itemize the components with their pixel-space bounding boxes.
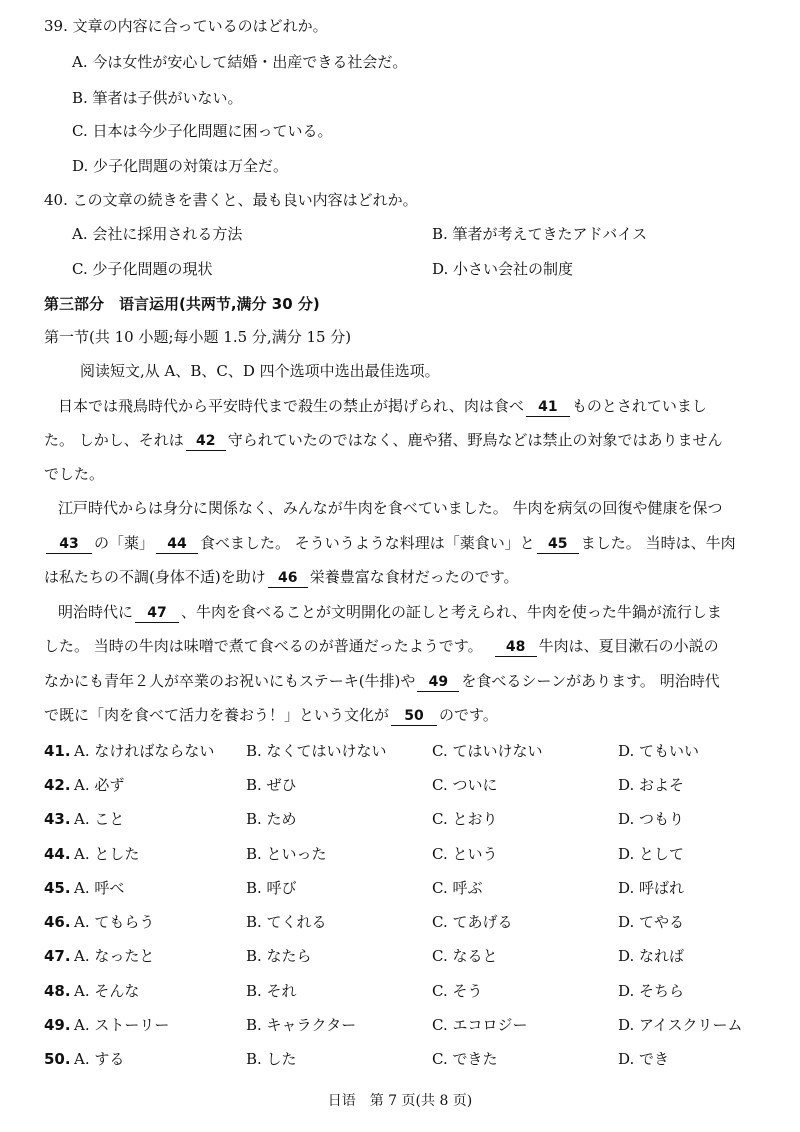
choice-b: B. キャラクター bbox=[246, 1016, 357, 1034]
passage-text: 栄養豊富な食材だったのです。 bbox=[309, 568, 519, 586]
blank-41: 41 bbox=[526, 399, 570, 417]
question-number: 41. bbox=[44, 742, 71, 760]
question-number: 49. bbox=[44, 1016, 71, 1034]
page-footer: 日语 第 7 页(共 8 页) bbox=[327, 1093, 473, 1109]
passage-line bbox=[58, 602, 722, 623]
passage-text: のです。 bbox=[439, 706, 498, 724]
q40-stem: 40. この文章の続きを書くと、最も良い内容はどれか。 bbox=[44, 191, 418, 209]
question-number: 47. bbox=[44, 947, 71, 965]
choice-a: A. てもらう bbox=[74, 913, 155, 931]
passage-text: を食べるシーンがあります。 明治時代 bbox=[461, 672, 720, 690]
choice-b: B. てくれる bbox=[246, 913, 327, 931]
q40-option-d: D. 小さい会社の制度 bbox=[432, 260, 574, 278]
choice-d: D. てやる bbox=[618, 913, 685, 931]
choice-c: C. ついに bbox=[432, 776, 498, 794]
choice-c: C. てはいけない bbox=[432, 742, 543, 760]
choice-a: A. 呼べ bbox=[74, 879, 125, 897]
passage-line: 江戸時代からは身分に関係なく、みんなが牛肉を食べていました。 牛肉を病気の回復や健康を保つ bbox=[58, 499, 723, 517]
sub-title: 第一节(共 10 小题;每小题 1.5 分,满分 15 分) bbox=[44, 328, 352, 346]
choice-d: D. つもり bbox=[618, 810, 685, 828]
choice-a: A. なければならない bbox=[74, 742, 215, 760]
choice-c: C. エコロジー bbox=[432, 1016, 528, 1034]
passage-text: た。 しかし、それは bbox=[44, 431, 184, 449]
choice-c: C. 呼ぶ bbox=[432, 879, 483, 897]
q39-stem: 39. 文章の内容に合っているのはどれか。 bbox=[44, 17, 328, 35]
choice-c: C. とおり bbox=[432, 810, 498, 828]
passage-line bbox=[44, 533, 736, 554]
passage-text: 食べました。 そういうような料理は「薬食い」と bbox=[200, 534, 535, 552]
q39-option-c: C. 日本は今少子化問題に困っている。 bbox=[72, 122, 333, 140]
passage-text: 守られていたのではなく、鹿や猪、野鳥などは禁止の対象ではありません bbox=[227, 431, 723, 449]
choice-a: A. する bbox=[74, 1050, 125, 1068]
question-number: 48. bbox=[44, 982, 71, 1000]
choice-a: A. こと bbox=[74, 810, 125, 828]
blank-50: 50 bbox=[391, 708, 437, 726]
passage-line bbox=[58, 396, 707, 417]
choice-a: A. なったと bbox=[74, 947, 155, 965]
choice-c: C. できた bbox=[432, 1050, 498, 1068]
choice-b: B. 呼び bbox=[246, 879, 297, 897]
passage-text: 明治時代に bbox=[58, 603, 134, 621]
passage-line bbox=[44, 567, 519, 588]
passage-line bbox=[44, 636, 719, 657]
passage-text: ものとされていまし bbox=[571, 397, 707, 415]
choice-d: D. てもいい bbox=[618, 742, 700, 760]
passage-text: した。 当時の牛肉は味噌で煮て食べるのが普通だったようです。 bbox=[44, 637, 483, 655]
passage-line bbox=[44, 705, 498, 726]
part-title: 第三部分 语言运用(共两节,满分 30 分) bbox=[44, 295, 320, 313]
blank-43: 43 bbox=[46, 536, 92, 554]
blank-46: 46 bbox=[268, 570, 308, 588]
q40-option-a: A. 会社に採用される方法 bbox=[72, 225, 243, 243]
choice-a: A. とした bbox=[74, 845, 140, 863]
blank-44: 44 bbox=[156, 536, 198, 554]
passage-text: なかにも青年２人が卒業のお祝いにもステーキ(牛排)や bbox=[44, 672, 416, 690]
passage-text: の「薬」 bbox=[94, 534, 155, 552]
question-number: 44. bbox=[44, 845, 71, 863]
q39-option-d: D. 少子化問題の対策は万全だ。 bbox=[72, 157, 289, 175]
blank-42: 42 bbox=[186, 433, 226, 451]
choice-b: B. それ bbox=[246, 982, 297, 1000]
passage-text: 日本では飛鳥時代から平安時代まで殺生の禁止が掲げられ、肉は食べ bbox=[58, 397, 524, 415]
choice-d: D. なれば bbox=[618, 947, 685, 965]
question-number: 42. bbox=[44, 776, 71, 794]
passage-text: ました。 当時は、牛肉 bbox=[580, 534, 736, 552]
choice-d: D. そちら bbox=[618, 982, 685, 1000]
instruction: 阅读短文,从 A、B、C、D 四个选项中选出最佳选项。 bbox=[80, 362, 440, 380]
choice-b: B. なたら bbox=[246, 947, 312, 965]
passage-line bbox=[44, 671, 720, 692]
choice-d: D. でき bbox=[618, 1050, 670, 1068]
choice-b: B. ため bbox=[246, 810, 297, 828]
passage-text: 牛肉は、夏目漱石の小説の bbox=[538, 637, 719, 655]
choice-c: C. そう bbox=[432, 982, 483, 1000]
choice-c: C. てあげる bbox=[432, 913, 513, 931]
choice-d: D. およそ bbox=[618, 776, 685, 794]
passage-text: は私たちの不調(身体不适)を助け bbox=[44, 568, 266, 586]
passage-text: 、牛肉を食べることが文明開化の証しと考えられ、牛肉を使った牛鍋が流行しま bbox=[181, 603, 722, 621]
question-number: 45. bbox=[44, 879, 71, 897]
choice-d: D. 呼ばれ bbox=[618, 879, 685, 897]
choice-a: A. 必ず bbox=[74, 776, 125, 794]
choice-b: B. なくてはいけない bbox=[246, 742, 387, 760]
choice-b: B. ぜひ bbox=[246, 776, 297, 794]
question-number: 50. bbox=[44, 1050, 71, 1068]
passage-text: で既に「肉を食べて活力を養おう！」という文化が bbox=[44, 706, 390, 724]
choice-a: A. ストーリー bbox=[74, 1016, 170, 1034]
question-number: 43. bbox=[44, 810, 71, 828]
blank-49: 49 bbox=[417, 674, 459, 692]
choice-c: C. なると bbox=[432, 947, 498, 965]
choice-b: B. といった bbox=[246, 845, 327, 863]
choice-d: D. アイスクリーム bbox=[618, 1016, 743, 1034]
blank-48: 48 bbox=[495, 639, 537, 657]
q40-option-c: C. 少子化問題の現状 bbox=[72, 260, 213, 278]
blank-47: 47 bbox=[135, 605, 179, 623]
passage-line bbox=[44, 430, 723, 451]
question-number: 46. bbox=[44, 913, 71, 931]
choice-b: B. した bbox=[246, 1050, 297, 1068]
choice-d: D. として bbox=[618, 845, 685, 863]
q39-option-a: A. 今は女性が安心して結婚・出産できる社会だ。 bbox=[72, 53, 408, 71]
q39-option-b: B. 筆者は子供がいない。 bbox=[72, 89, 243, 107]
q40-option-b: B. 筆者が考えてきたアドバイス bbox=[432, 225, 648, 243]
passage-line: でした。 bbox=[44, 465, 105, 483]
choice-a: A. そんな bbox=[74, 982, 140, 1000]
choice-c: C. という bbox=[432, 845, 498, 863]
blank-45: 45 bbox=[537, 536, 579, 554]
